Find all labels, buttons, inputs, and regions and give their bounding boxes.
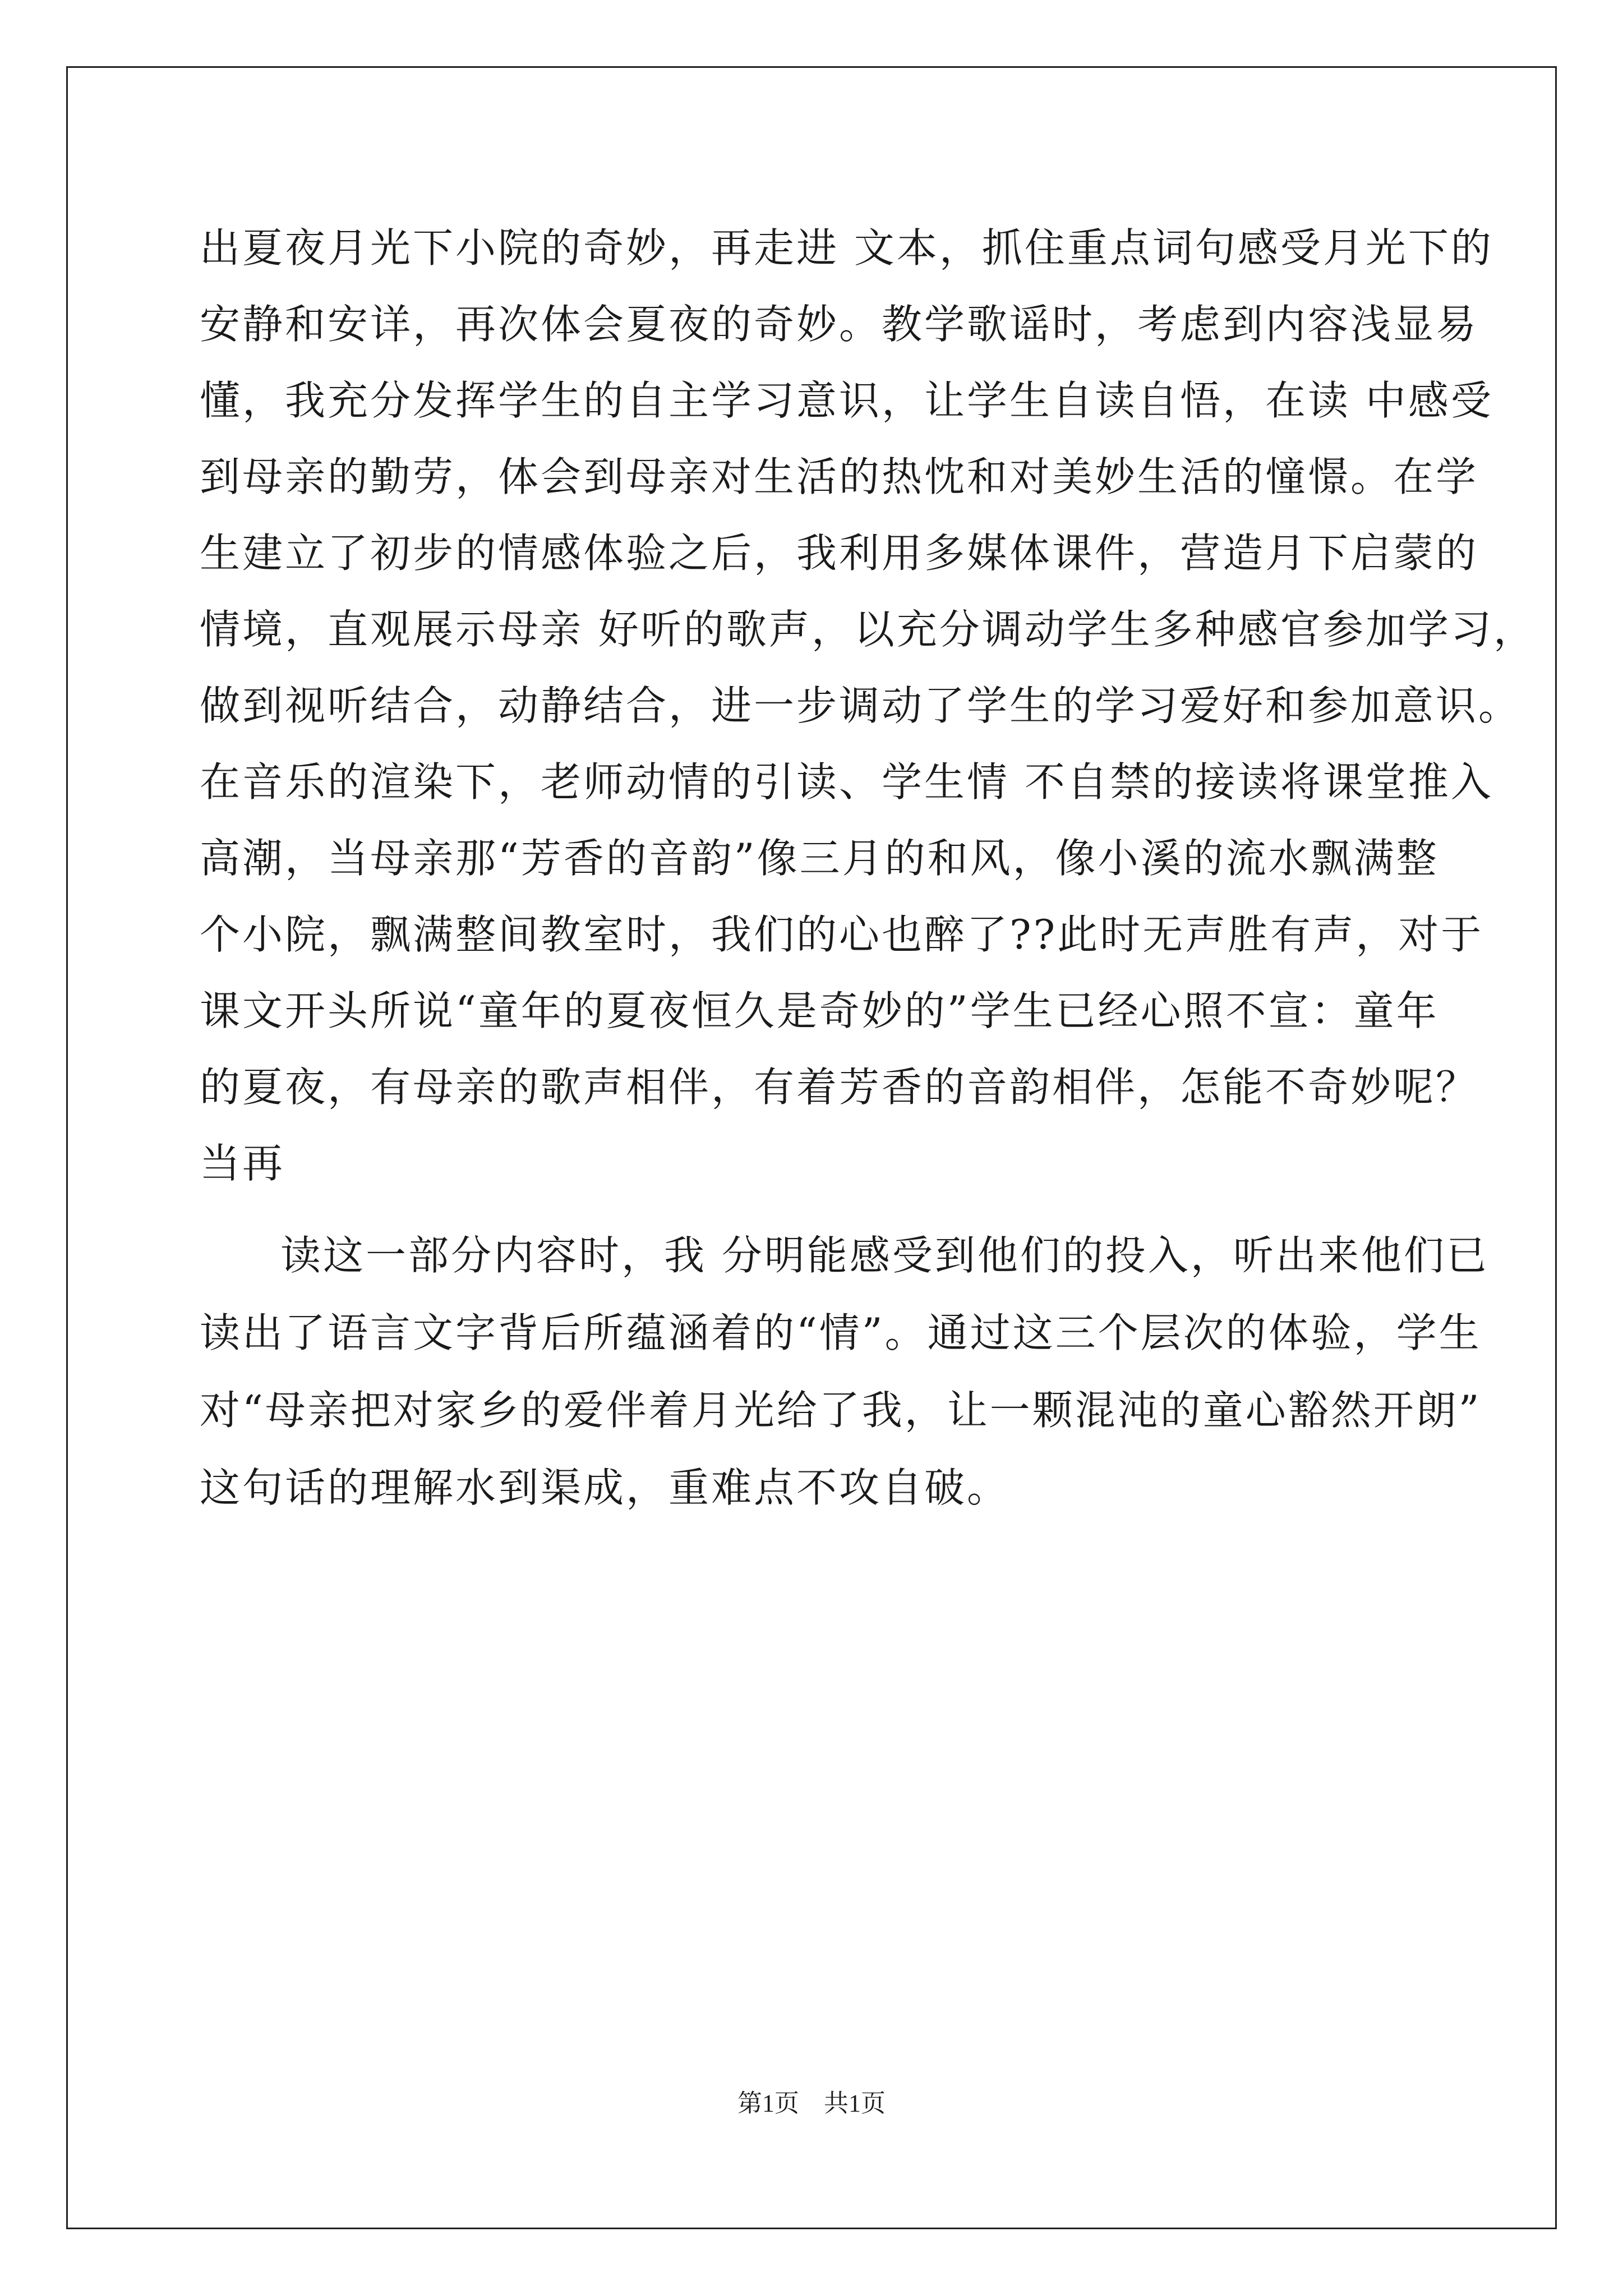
text-line: 读出了语言文字背后所蕴涵着的“情”。通过这三个层次的体验，学生 — [200, 1309, 1482, 1356]
text-line: 课文开头所说“童年的夏夜恒久是奇妙的”学生已经心照不宣：童年 — [200, 987, 1439, 1034]
text-line: 出夏夜月光下小院的奇妙，再走进 文本，抓住重点词句感受月光下的 — [200, 224, 1493, 272]
text-line: 个小院，飘满整间教室时，我们的心也醉了??此时无声胜有声，对于 — [200, 911, 1484, 958]
page-total: 共1页 — [824, 2090, 886, 2117]
text-line: 到母亲的勤劳，体会到母亲对生活的热忱和对美妙生活的憧憬。在学 — [200, 453, 1479, 500]
text-line: 情境，直观展示母亲 好听的歌声，以充分调动学生多种感官参加学习， — [200, 606, 1536, 653]
text-line: 安静和安详，再次体会夏夜的奇妙。教学歌谣时，考虑到内容浅显易 — [200, 301, 1479, 348]
text-line: 这句话的理解水到渠成，重难点不攻自破。 — [200, 1464, 1010, 1511]
text-line: 做到视听结合，动静结合，进一步调动了学生的学习爱好和参加意识。 — [200, 682, 1521, 729]
text-line: 在音乐的渲染下，老师动情的引读、学生情 不自禁的接读将课堂推入 — [200, 758, 1493, 806]
text-line: 高潮，当母亲那“芳香的音韵”像三月的和风，像小溪的流水飘满整 — [200, 835, 1439, 882]
text-line: 当再 — [200, 1140, 285, 1187]
text-line: 生建立了初步的情感体验之后，我利用多媒体课件，营造月下启蒙的 — [200, 530, 1479, 577]
text-line: 对“母亲把对家乡的爱伴着月光给了我，让一颗混沌的童心豁然开朗” — [200, 1387, 1482, 1434]
text-line: 读这一部分内容时，我 分明能感受到他们的投入，听出来他们已 — [280, 1232, 1489, 1279]
text-line: 懂，我充分发挥学生的自主学习意识，让学生自读自悟，在读 中感受 — [200, 377, 1493, 424]
page-number: 第1页 — [737, 2090, 799, 2117]
page-footer — [0, 2087, 1623, 2120]
text-line: 的夏夜，有母亲的歌声相伴，有着芳香的音韵相伴，怎能不奇妙呢？ — [200, 1064, 1479, 1111]
